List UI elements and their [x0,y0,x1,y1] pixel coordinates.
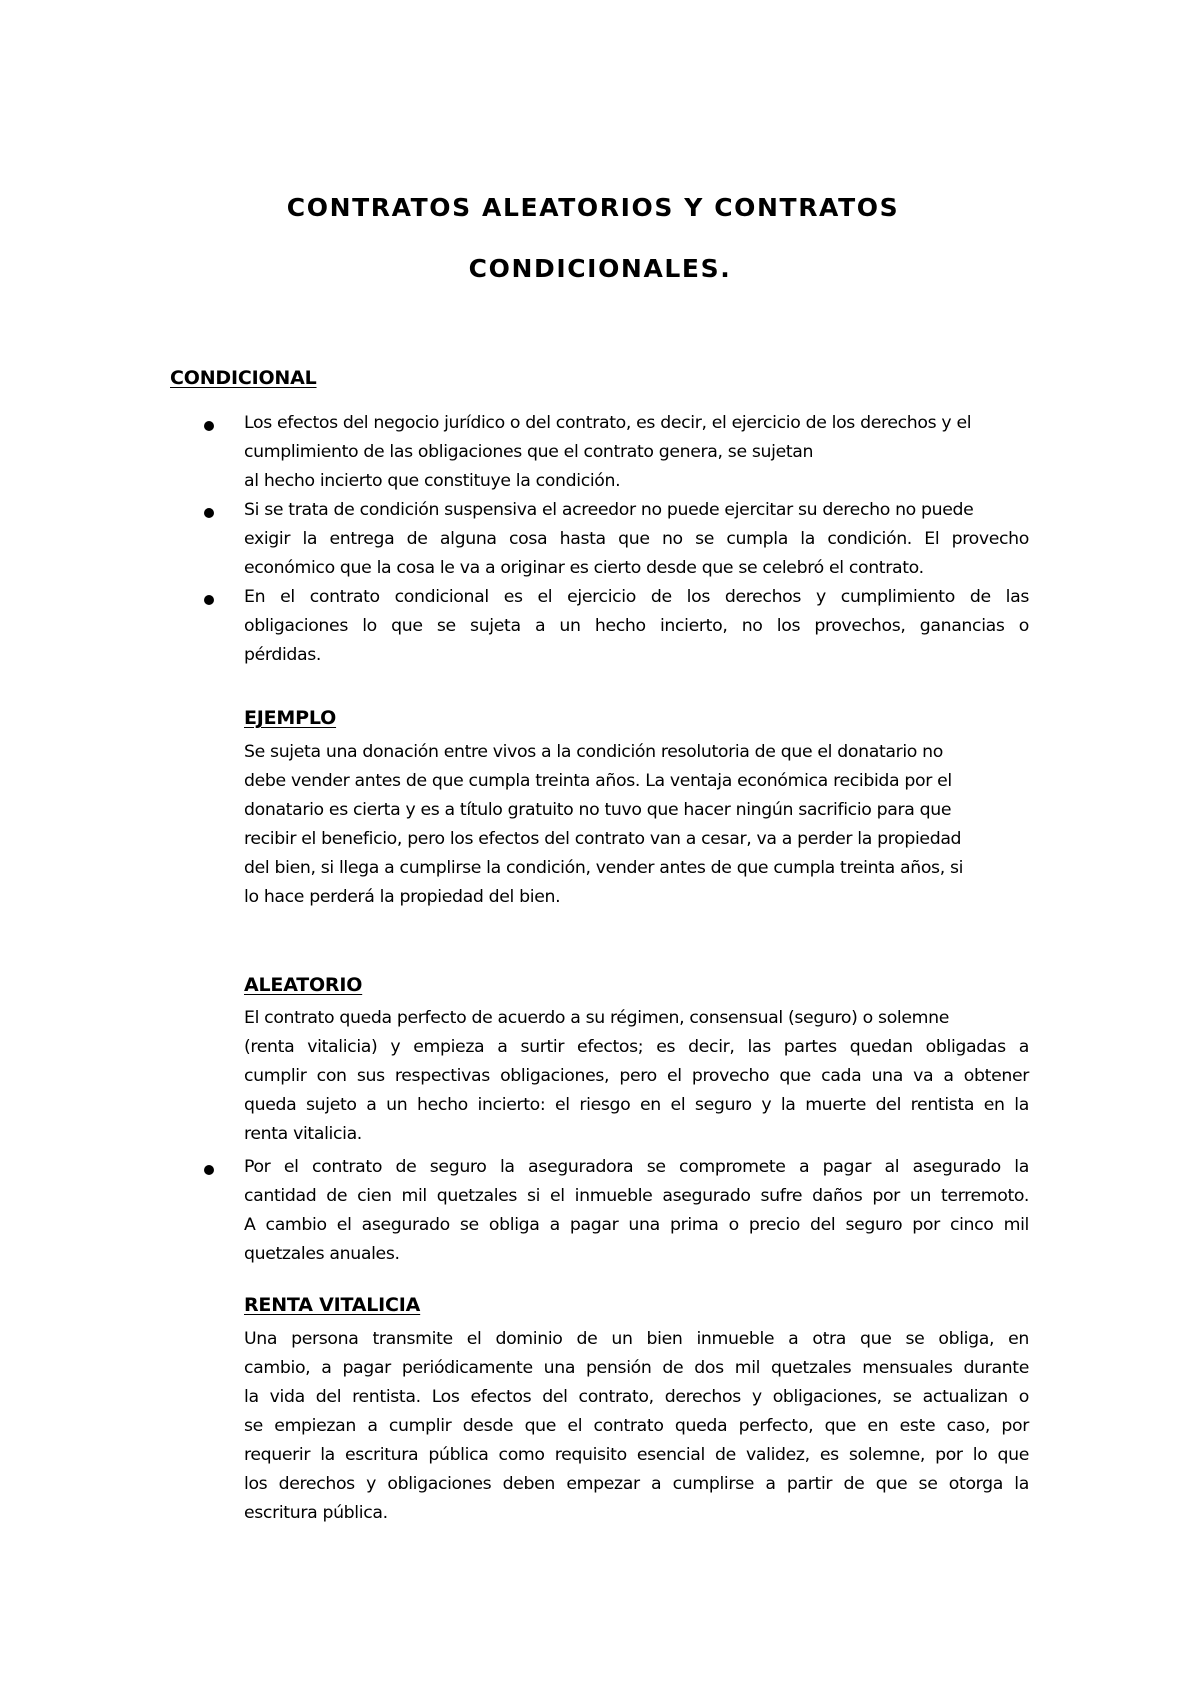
aleatorio-paragraph [244,1004,1029,1149]
text-line: Los efectos del negocio jurídico o del contrato, es decir, el ejercicio de los derechos y el [244,413,972,433]
text-line: al hecho incierto que constituye la condición. [244,471,621,491]
text-line: cambio, a pagar periódicamente una pensión de dos mil quetzales mensuales durante [244,1358,1029,1378]
text-line: A cambio el asegurado se obliga a pagar una prima o precio del seguro por cinco mil [244,1215,1029,1235]
text-line: exigir la entrega de alguna cosa hasta que no se cumpla la condición. El provecho [244,529,1029,549]
text-line: renta vitalicia. [244,1124,362,1144]
text-line: cumplimiento de las obligaciones que el contrato genera, se sujetan [244,442,814,462]
bullet-marker [204,421,214,431]
heading-ejemplo: EJEMPLO [244,707,337,729]
text-line: obligaciones lo que se sujeta a un hecho incierto, no los provechos, ganancias o [244,616,1029,636]
renta-vitalicia-paragraph [244,1325,1029,1528]
bullet-marker [204,508,214,518]
document-title-line-2: CONDICIONALES. [468,254,732,283]
heading-condicional: CONDICIONAL [170,367,317,389]
text-line: Una persona transmite el dominio de un bien inmueble a otra que se obliga, en [244,1329,1029,1349]
heading-aleatorio: ALEATORIO [244,974,363,996]
heading-renta-vitalicia: RENTA VITALICIA [244,1294,421,1316]
text-line: debe vender antes de que cumpla treinta años. La ventaja económica recibida por el [244,771,952,791]
text-line: cantidad de cien mil quetzales si el inmueble asegurado sufre daños por un terremoto. [244,1186,1029,1206]
text-line: queda sujeto a un hecho incierto: el riesgo en el seguro y la muerte del rentista en la [244,1095,1029,1115]
bullet-marker [204,1165,214,1175]
text-line: quetzales anuales. [244,1244,400,1264]
aleatorio-bullet [244,1153,1029,1269]
text-line: requerir la escritura pública como requisito esencial de validez, es solemne, por lo que [244,1445,1029,1465]
condicional-bullet-3 [244,583,1029,670]
text-line: (renta vitalicia) y empieza a surtir efectos; es decir, las partes quedan obligadas a [244,1037,1029,1057]
text-line: económico que la cosa le va a originar es cierto desde que se celebró el contrato. [244,558,924,578]
document-title-line-1: CONTRATOS ALEATORIOS Y CONTRATOS [286,193,900,222]
text-line: lo hace perderá la propiedad del bien. [244,887,561,907]
text-line: del bien, si llega a cumplirse la condición, vender antes de que cumpla treinta años, si [244,858,964,878]
text-line: pérdidas. [244,645,322,665]
text-line: Por el contrato de seguro la aseguradora se compromete a pagar al asegurado la [244,1157,1029,1177]
text-line: donatario es cierta y es a título gratuito no tuvo que hacer ningún sacrificio para que [244,800,952,820]
text-line: Se sujeta una donación entre vivos a la condición resolutoria de que el donatario no [244,742,944,762]
text-line: escritura pública. [244,1503,388,1523]
text-line: El contrato queda perfecto de acuerdo a su régimen, consensual (seguro) o solemne [244,1008,950,1028]
text-line: Si se trata de condición suspensiva el acreedor no puede ejercitar su derecho no puede [244,500,974,520]
text-line: la vida del rentista. Los efectos del contrato, derechos y obligaciones, se actualizan o [244,1387,1029,1407]
condicional-bullet-1 [244,409,1029,496]
text-line: En el contrato condicional es el ejercicio de los derechos y cumplimiento de las [244,587,1029,607]
ejemplo-paragraph [244,738,1029,912]
text-line: los derechos y obligaciones deben empezar a cumplirse a partir de que se otorga la [244,1474,1029,1494]
text-line: cumplir con sus respectivas obligaciones, pero el provecho que cada una va a obtener [244,1066,1029,1086]
condicional-bullet-2 [244,496,1029,583]
text-line: se empiezan a cumplir desde que el contrato queda perfecto, que en este caso, por [244,1416,1029,1436]
text-line: recibir el beneficio, pero los efectos del contrato van a cesar, va a perder la propiedad [244,829,962,849]
bullet-marker [204,595,214,605]
